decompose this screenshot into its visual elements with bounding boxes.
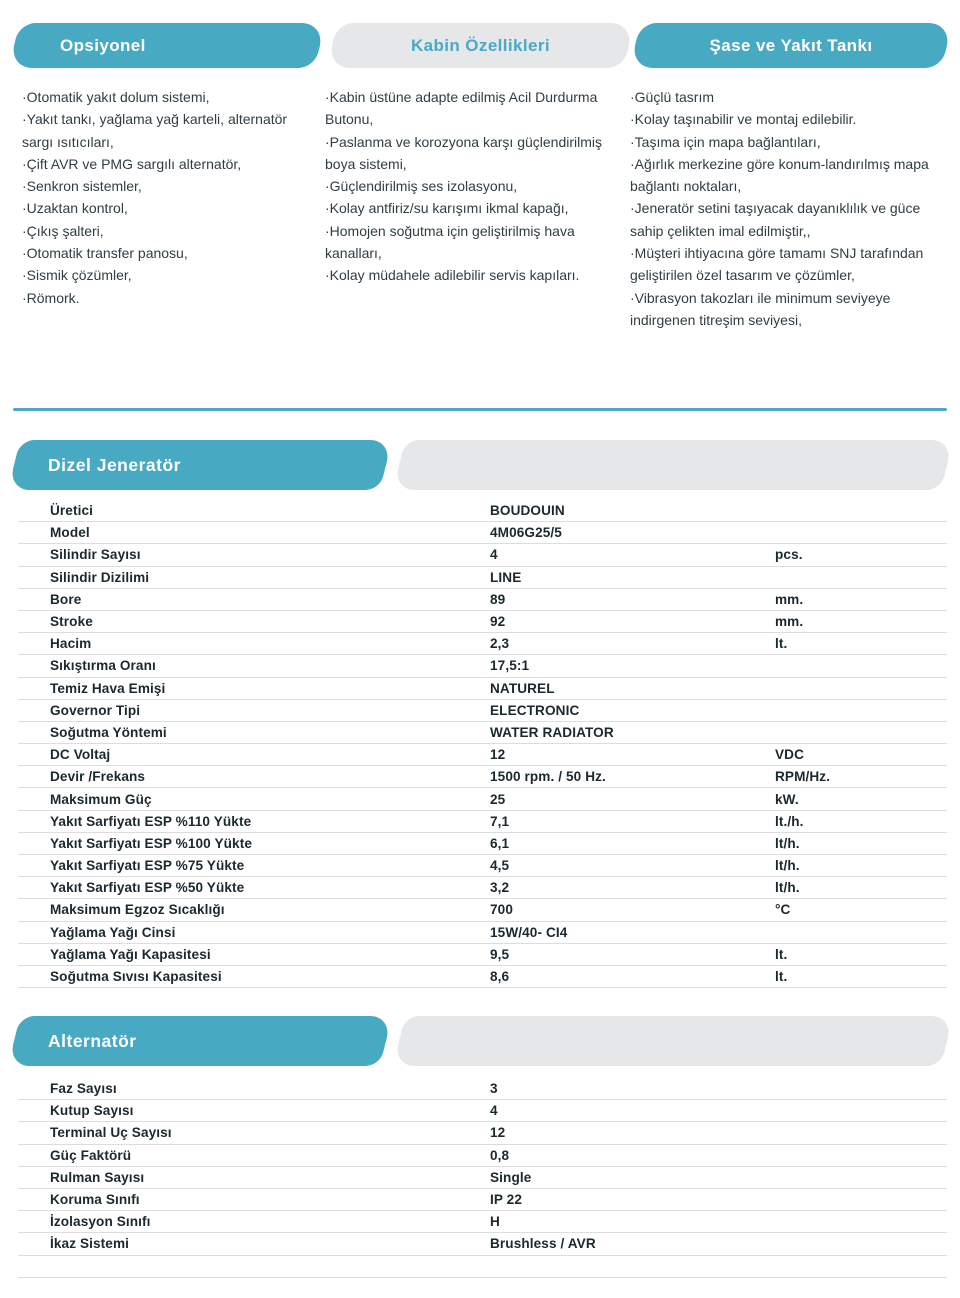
spec-label: Faz Sayısı	[50, 1081, 117, 1097]
spec-value: Single	[490, 1169, 532, 1185]
spec-unit: kW.	[775, 791, 799, 807]
spec-value: 17,5:1	[490, 658, 530, 674]
spec-value: 700	[490, 902, 513, 918]
tab-kabin-ozellikleri	[332, 23, 629, 68]
table-row	[18, 899, 947, 921]
table-row	[18, 811, 947, 833]
spec-label: Rulman Sayısı	[50, 1169, 145, 1185]
feature-item: ·Jeneratör setini taşıyacak dayanıklılık ve güce sahip çelikten imal edilmiştir,,	[630, 200, 921, 239]
spec-value: IP 22	[490, 1192, 522, 1208]
table-row	[18, 633, 947, 655]
graybar-background	[393, 1016, 953, 1066]
spec-value: 12	[490, 1125, 506, 1141]
feature-item: ·Çift AVR ve PMG sargılı alternatör,	[22, 155, 242, 172]
spec-value: LINE	[490, 569, 522, 585]
dizel-jenerator-spec-table	[18, 500, 947, 988]
spec-label: Koruma Sınıfı	[50, 1192, 140, 1208]
feature-item: ·Kabin üstüne adapte edilmiş Acil Durdurma Butonu,	[325, 89, 598, 128]
spec-label: İkaz Sistemi	[50, 1236, 130, 1252]
spec-label: Devir /Frekans	[50, 769, 146, 785]
section-title: Dizel Jeneratör	[48, 455, 181, 475]
spec-label: Yakıt Sarfiyatı ESP %75 Yükte	[50, 858, 245, 874]
feature-item: ·Yakıt tankı, yağlama yağ karteli, alternatör sargı ısıtıcıları,	[22, 111, 288, 150]
table-row	[18, 544, 947, 566]
spec-value: 8,6	[490, 969, 510, 985]
table-row	[18, 944, 947, 966]
table-row	[18, 1256, 947, 1278]
table-row	[18, 567, 947, 589]
spec-value: 2,3	[490, 636, 510, 652]
feature-item: ·Güçlendirilmiş ses izolasyonu,	[325, 178, 518, 195]
feature-item: ·Vibrasyon takozları ile minimum seviyeye indirgenen titreşim seviyesi,	[630, 289, 891, 328]
feature-item: ·Otomatik yakıt dolum sistemi,	[22, 89, 210, 105]
spec-label: Model	[50, 525, 90, 541]
spec-unit: lt/h.	[775, 858, 800, 874]
section-header-alternator	[14, 1016, 386, 1066]
spec-label: Sıkıştırma Oranı	[50, 658, 156, 674]
table-row	[18, 655, 947, 677]
tab-kabin-label: Kabin Özellikleri	[410, 35, 551, 55]
feature-item: ·Sismik çözümler,	[22, 267, 132, 284]
spec-label: Maksimum Güç	[50, 791, 152, 807]
spec-value: BOUDOUIN	[490, 503, 565, 519]
spec-unit: lt.	[775, 946, 788, 962]
spec-value: H	[490, 1214, 500, 1230]
feature-item: ·Paslanma ve korozyona karşı güçlendirilmiş boya sistemi,	[325, 133, 602, 172]
spec-unit: °C	[775, 902, 791, 918]
spec-value: 0,8	[490, 1147, 510, 1163]
spec-value: 4	[490, 547, 498, 563]
table-row	[18, 877, 947, 899]
spec-label: Kutup Sayısı	[50, 1103, 134, 1119]
spec-unit: RPM/Hz.	[775, 769, 831, 785]
alternator-spec-table	[18, 1078, 947, 1278]
feature-item: ·Homojen soğutma için geliştirilmiş hava kanalları,	[325, 222, 575, 262]
spec-unit: lt.	[775, 636, 788, 652]
kabin-feature-list	[325, 86, 625, 287]
spec-value: NATUREL	[490, 680, 555, 696]
table-row	[18, 855, 947, 877]
table-row	[18, 1233, 947, 1255]
feature-item: ·Müşteri ihtiyacına göre tamamı SNJ tarafından geliştirilen özel tasarım ve çözümler,	[630, 245, 924, 284]
table-row	[18, 833, 947, 855]
spec-label: Yakıt Sarfiyatı ESP %50 Yükte	[50, 880, 245, 896]
table-row	[18, 589, 947, 611]
spec-value: WATER RADIATOR	[490, 724, 614, 740]
section-header-dizel-jenerator	[14, 440, 386, 490]
table-row	[18, 1122, 947, 1144]
spec-unit: lt.	[775, 969, 788, 985]
spec-label: Bore	[50, 591, 82, 607]
table-row	[18, 700, 947, 722]
feature-item: ·Kolay taşınabilir ve montaj edilebilir.	[630, 111, 857, 128]
spec-label: Üretici	[50, 503, 94, 519]
spec-label: Yağlama Yağı Kapasitesi	[50, 946, 211, 962]
feature-item: ·Ağırlık merkezine göre konum-landırılmış mapa bağlantı noktaları,	[630, 155, 929, 195]
spec-label: Maksimum Egzoz Sıcaklığı	[50, 902, 225, 918]
spec-value: 89	[490, 591, 506, 607]
table-row	[18, 1211, 947, 1233]
feature-item: ·Taşıma için mapa bağlantıları,	[630, 133, 821, 150]
feature-item: ·Güçlü tasrım	[630, 89, 715, 105]
spec-label: Governor Tipi	[50, 702, 141, 718]
spec-value: 92	[490, 614, 506, 630]
spec-unit: pcs.	[775, 547, 803, 563]
spec-label: DC Voltaj	[50, 747, 111, 763]
tab-opsiyonel	[14, 23, 320, 68]
table-row	[18, 1189, 947, 1211]
tab-opsiyonel-label: Opsiyonel	[60, 35, 146, 55]
spec-label: Temiz Hava Emişi	[50, 680, 166, 696]
spec-value: 1500 rpm. / 50 Hz.	[490, 769, 606, 785]
spec-unit: lt/h.	[775, 880, 800, 896]
feature-item: ·Senkron sistemler,	[22, 178, 142, 195]
spec-label: Silindir Dizilimi	[50, 569, 150, 585]
spec-label: Hacim	[50, 636, 92, 652]
spec-label: Yakıt Sarfiyatı ESP %110 Yükte	[50, 813, 252, 829]
table-row	[18, 1100, 947, 1122]
spec-label: Güç Faktörü	[50, 1147, 132, 1163]
table-row	[18, 744, 947, 766]
feature-item: ·Otomatik transfer panosu,	[22, 245, 188, 262]
spec-unit: mm.	[775, 614, 804, 630]
section-title: Alternatör	[48, 1031, 137, 1051]
spec-unit: lt/h.	[775, 835, 800, 851]
sase-feature-list	[630, 86, 952, 331]
table-row	[18, 611, 947, 633]
spec-unit: lt./h.	[775, 813, 804, 829]
spec-value: 4M06G25/5	[490, 525, 562, 541]
teal-divider-line	[13, 408, 947, 411]
table-row	[18, 1145, 947, 1167]
spec-value: 6,1	[490, 835, 510, 851]
table-row	[18, 1078, 947, 1100]
spec-unit: VDC	[775, 747, 805, 763]
table-row	[18, 1167, 947, 1189]
spec-label: Stroke	[50, 614, 93, 630]
table-row	[18, 678, 947, 700]
spec-label: İzolasyon Sınıfı	[50, 1214, 151, 1230]
feature-item: ·Römork.	[22, 289, 80, 306]
table-row	[18, 500, 947, 522]
spec-label: Soğutma Sıvısı Kapasitesi	[50, 969, 222, 985]
feature-item: ·Kolay antfiriz/su karışımı ikmal kapağı,	[325, 200, 569, 217]
spec-value: 3,2	[490, 880, 510, 896]
spec-label: Yakıt Sarfiyatı ESP %100 Yükte	[50, 835, 252, 851]
spec-value: Brushless / AVR	[490, 1236, 596, 1252]
spec-value: 9,5	[490, 946, 510, 962]
spec-label: Silindir Sayısı	[50, 547, 141, 563]
spec-unit: mm.	[775, 591, 804, 607]
table-row	[18, 766, 947, 788]
section-header-alternator-graybar	[399, 1016, 947, 1066]
spec-label: Terminal Uç Sayısı	[50, 1125, 172, 1141]
spec-value: 4	[490, 1103, 498, 1119]
feature-item: ·Uzaktan kontrol,	[22, 200, 128, 217]
spec-value: 7,1	[490, 813, 510, 829]
table-row	[18, 922, 947, 944]
spec-value: 25	[490, 791, 506, 807]
spec-label: Soğutma Yöntemi	[50, 724, 167, 740]
tab-sase-yakit-tanki	[635, 23, 947, 68]
feature-item: ·Çıkış şalteri,	[22, 222, 104, 239]
opsiyonel-feature-list	[22, 86, 322, 309]
feature-item: ·Kolay müdahele adilebilir servis kapıları.	[325, 267, 580, 284]
graybar-background	[393, 440, 953, 490]
spec-label: Yağlama Yağı Cinsi	[50, 924, 176, 940]
spec-value: 12	[490, 747, 506, 763]
section-header-dizel-graybar	[399, 440, 947, 490]
spec-value: 3	[490, 1081, 498, 1097]
spec-value: ELECTRONIC	[490, 702, 580, 718]
spec-value: 4,5	[490, 858, 510, 874]
table-row	[18, 522, 947, 544]
spec-value: 15W/40- CI4	[490, 924, 568, 940]
table-row	[18, 966, 947, 988]
table-row	[18, 788, 947, 810]
tab-sase-label: Şase ve Yakıt Tankı	[709, 35, 873, 55]
table-row	[18, 722, 947, 744]
